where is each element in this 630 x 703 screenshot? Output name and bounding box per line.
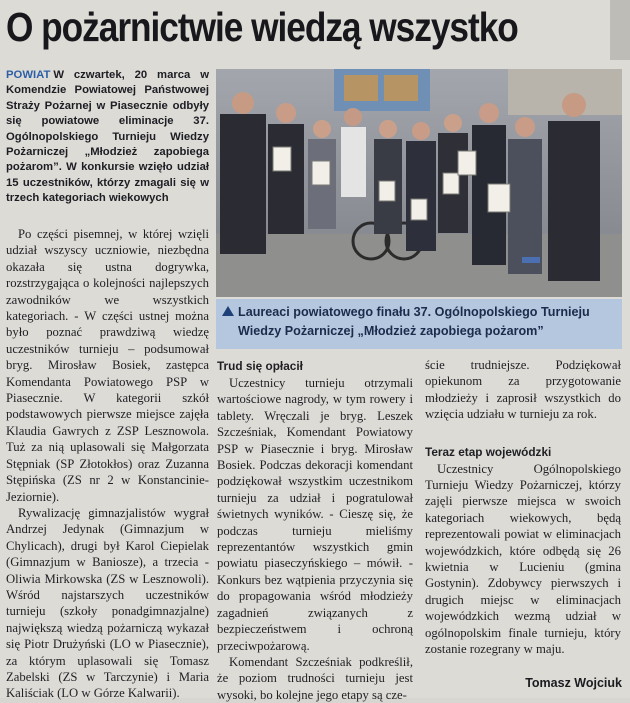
column-2-paragraph-2: Komendant Szcześniak podkreślił, że poziom trudności turnieju jest wysoki, bo kolejne jego etapy są cze- [217,654,413,702]
caption-text: Laureaci powiatowego finału 37. Ogólnopolskiego Turnieju Wiedzy Pożarniczej „Młodzież zapobiega pożarom” [238,305,590,338]
byline: Tomasz Wojciuk [525,676,622,690]
photo-caption [216,299,622,349]
headline: O pożarnictwie wiedzą wszystko [6,4,518,50]
adjacent-article-edge [610,0,630,60]
column-3 [425,357,621,658]
column-3-paragraph-1: ście trudniejsze. Podziękował opiekunom za przygotowanie młodzieży i zaprosił wszystkich do wzięcia udziału w turnieju za rok. [425,358,621,422]
column-2 [217,357,413,703]
column-1 [6,226,209,702]
column-2-paragraph-1: Uczestnicy turnieju otrzymali wartościowe nagrody, w tym rowery i tablety. Wręczali je bryg. Leszek Szcześniak, Komendant Powiatowy PSP w Piasecznie i bryg. Mirosław Bosiek. Podczas dekoracji komendant podziękował wszystkim uczestnikom turnieju za udział i pogratulował świetnych wyników. - Cieszę się, że podczas turnieju mieliśmy reprezentantów wszystkich gmin powiatu piaseczyńskiego – mówił. - Konkurs bez wątpienia przyczynia się do propagowania wśród młodzieży zagadnień związanych z bezpieczeństwem i ochroną przeciwpożarową. [217,376,413,653]
column-3-paragraph-2: Uczestnicy Ogólnopolskiego Turnieju Wiedzy Pożarniczej, którzy zajęli pierwsze miejsca w swoich kategoriach wiekowych, będą reprezentowali powiat w eliminacjach wojewódzkich, które odbędą się 26 kwietnia w Lucieniu (gmina Gostynin). Zdobywcy pierwszych i drugich miejsc w eliminacjach wojewódzkich wezmą udział w ogólnopolskim finale turnieju, który zostanie rozegrany w maju. [425,461,621,657]
subheading-trud: Trud się opłacił [217,359,303,373]
caption-triangle-icon [222,306,234,316]
kicker: POWIAT [6,69,51,81]
group-photo-image [216,69,622,297]
subheading-etap: Teraz etap wojewódzki [425,444,552,459]
lead-paragraph [6,68,209,207]
column-1-paragraph-1: Po części pisemnej, w której wzięli udział wszyscy uczniowie, niezbędna okazała się ustna dogrywka, rozstrzygająca o kolejności najlepszych zawodników we wszystkich kategoriach. - W części ustnej można było poznać prawdziwą wiedzę uczestników turnieju – podsumował bryg. Mirosław Bosiek, zastępca Komendanta Powiatowego PSP w Piasecznie. W kategorii szkół podstawowych pierwsze miejsce zajęła Klaudia Gawrych z ZSP Lesznowola. Tuż za nią uplasowali się Małgorzata Stępniak (SP Złotokłos) oraz Zuzanna Stępińska (ZS nr 2 w Konstancinie-Jeziornie). [6,227,209,504]
lead-text: W czwartek, 20 marca w Komendzie Powiatowej Państwowej Straży Pożarnej w Piasecznie odbyły się powiatowe eliminacje 37. Ogólnopolskiego Turnieju Wiedzy Pożarniczej „Młodzież zapobiega pożarom”. W konkursie wzięło udział 15 uczestników, którzy zmagali się w trzech kategoriach wiekowych [6,69,209,205]
column-1-paragraph-2: Rywalizację gimnazjalistów wygrał Andrzej Jedynak (Gimnazjum w Chylicach), drugi był Karol Ciepielak (Gimnazjum w Baniosze), a trzecia - Oliwia Mirkowska (ZS w Lesznowoli). Wśród najstarszych uczestników turnieju (szkoły ponadgimnazjalne) największą wiedzą pożarniczą wykazał się Piotr Drużyński (LO w Piasecznie), za którym uplasowali się Tomasz Zabelski (ZS w Tarczynie) i Maria Kaliściak (LO w Górze Kalwarii). [6,505,209,701]
group-photo [216,69,622,297]
